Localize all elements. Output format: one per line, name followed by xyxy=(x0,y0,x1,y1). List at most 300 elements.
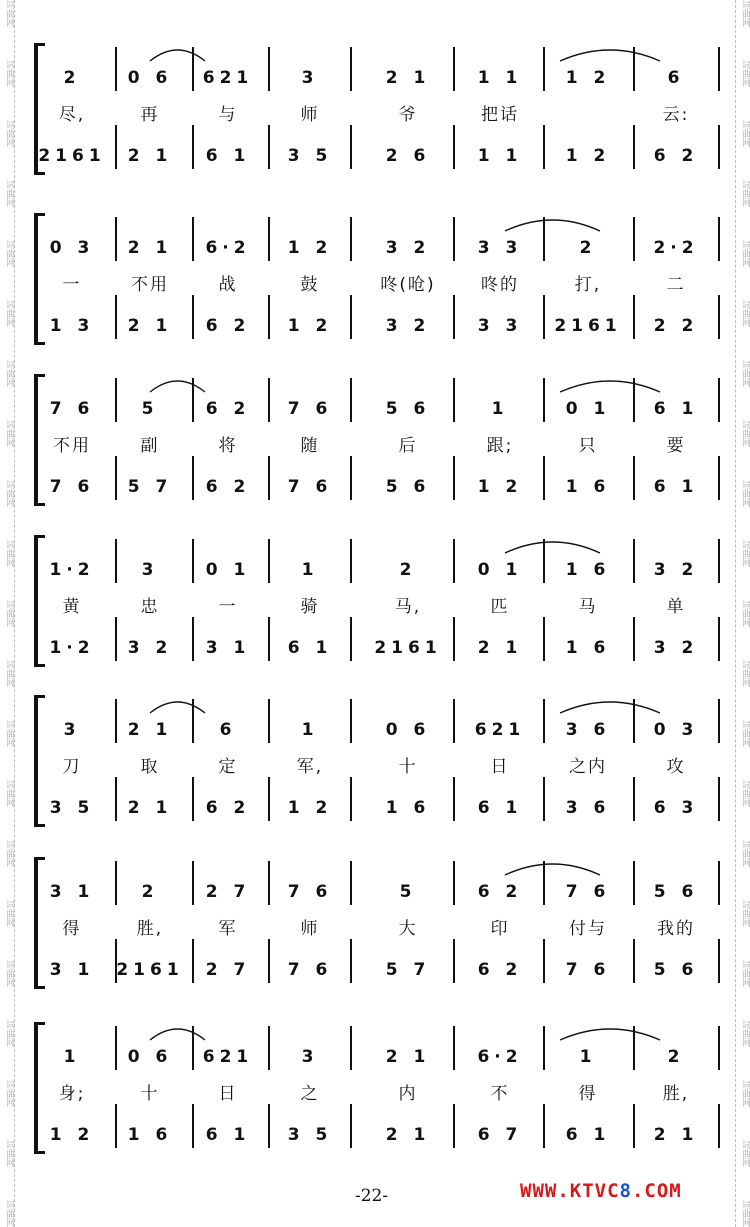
bar-line xyxy=(718,217,720,261)
accompaniment-note: 6 2 xyxy=(477,960,523,980)
bar-line xyxy=(718,295,720,339)
margin-watermark: 词曲网 xyxy=(740,360,750,387)
margin-watermark: 词曲网 xyxy=(4,360,14,387)
accompaniment-note: 3 3 xyxy=(477,316,523,336)
lyric-syllable: 副 xyxy=(140,436,160,456)
bar-line xyxy=(350,1026,352,1070)
bar-line xyxy=(633,861,635,905)
bar-line xyxy=(633,47,635,91)
bar-line xyxy=(543,777,545,821)
bar-line xyxy=(718,456,720,500)
accompaniment-note: 1 2 xyxy=(49,1125,95,1145)
bar-line xyxy=(268,777,270,821)
melody-note: 2 xyxy=(63,68,81,88)
lyric-syllable: 我的 xyxy=(657,919,695,939)
bar-line xyxy=(268,861,270,905)
bar-line xyxy=(453,47,455,91)
bar-line xyxy=(718,539,720,583)
accompaniment-note: 7 6 xyxy=(49,477,95,497)
system-bracket-top xyxy=(34,1022,45,1025)
slur-marks xyxy=(0,1022,750,1154)
melody-note: 3 6 xyxy=(565,720,611,740)
lyric-syllable: 骑 xyxy=(300,597,320,617)
bar-line xyxy=(718,617,720,661)
bar-line xyxy=(453,617,455,661)
bar-line xyxy=(718,777,720,821)
system-bracket xyxy=(34,535,38,667)
lyric-syllable: 马 xyxy=(578,597,598,617)
slur-arc xyxy=(150,1029,205,1040)
bar-line xyxy=(543,861,545,905)
melody-note: 2 xyxy=(399,560,417,580)
margin-watermark: 词曲网 xyxy=(4,1140,14,1167)
lyric-syllable: 得 xyxy=(578,1084,598,1104)
lyric-syllable: 得 xyxy=(62,919,82,939)
melody-note: 1 6 xyxy=(565,560,611,580)
melody-note: 1 xyxy=(491,399,509,419)
bar-line xyxy=(192,217,194,261)
accompaniment-note: 5 7 xyxy=(385,960,431,980)
bar-line xyxy=(633,939,635,983)
bar-line xyxy=(350,456,352,500)
system-bracket-top xyxy=(34,535,45,538)
bar-line xyxy=(350,1104,352,1148)
melody-note: 621 xyxy=(474,720,526,740)
accompaniment-note: 3 5 xyxy=(287,1125,333,1145)
accompaniment-note: 6 2 xyxy=(205,316,251,336)
lyric-syllable: 日 xyxy=(218,1084,238,1104)
bar-line xyxy=(543,1104,545,1148)
margin-watermark: 词曲网 xyxy=(4,180,14,207)
slur-arc xyxy=(560,1029,660,1040)
accompaniment-note: 3 1 xyxy=(49,960,95,980)
lyric-syllable: 再 xyxy=(140,105,160,125)
bar-line xyxy=(453,1026,455,1070)
melody-note: 1 2 xyxy=(565,68,611,88)
bar-line xyxy=(453,699,455,743)
lyric-syllable: 忠 xyxy=(140,597,160,617)
bar-line xyxy=(115,378,117,422)
lyric-syllable: 付与 xyxy=(569,919,607,939)
bar-line xyxy=(633,456,635,500)
bar-line xyxy=(268,378,270,422)
melody-note: 1 xyxy=(301,560,319,580)
melody-note: 7 6 xyxy=(49,399,95,419)
margin-watermark: 词曲网 xyxy=(4,840,14,867)
melody-note: 3 xyxy=(301,1047,319,1067)
bar-line xyxy=(453,939,455,983)
bar-line xyxy=(633,1026,635,1070)
melody-note: 6 2 xyxy=(205,399,251,419)
melody-note: 0 6 xyxy=(127,68,173,88)
accompaniment-note: 2 7 xyxy=(205,960,251,980)
bar-line xyxy=(115,47,117,91)
bar-line xyxy=(453,539,455,583)
bar-line xyxy=(350,47,352,91)
accompaniment-note: 1 6 xyxy=(127,1125,173,1145)
melody-note: 6 xyxy=(667,68,685,88)
slur-marks xyxy=(0,695,750,827)
accompaniment-note: 2161 xyxy=(374,638,442,658)
melody-note: 0 3 xyxy=(49,238,95,258)
accompaniment-note: 1 3 xyxy=(49,316,95,336)
accompaniment-note: 2 6 xyxy=(385,146,431,166)
bar-line xyxy=(543,1026,545,1070)
system-bracket-bottom xyxy=(34,172,45,175)
system-bracket-bottom xyxy=(34,503,45,506)
bar-line xyxy=(453,217,455,261)
margin-watermark: 词曲网 xyxy=(4,120,14,147)
score-system xyxy=(0,857,750,989)
melody-note: 5 xyxy=(399,882,417,902)
bar-line xyxy=(192,125,194,169)
accompaniment-note: 1 2 xyxy=(287,798,333,818)
lyric-syllable: 黄 xyxy=(62,597,82,617)
melody-note: 5 6 xyxy=(653,882,699,902)
accompaniment-note: 2 2 xyxy=(653,316,699,336)
margin-watermark: 词曲网 xyxy=(740,480,750,507)
bar-line xyxy=(268,1026,270,1070)
bar-line xyxy=(350,617,352,661)
bar-line xyxy=(718,1104,720,1148)
lyric-syllable: 十 xyxy=(140,1084,160,1104)
accompaniment-note: 2161 xyxy=(554,316,622,336)
margin-watermark: 词曲网 xyxy=(4,60,14,87)
bar-line xyxy=(718,939,720,983)
system-bracket xyxy=(34,1022,38,1154)
melody-note: 6 1 xyxy=(653,399,699,419)
margin-watermark: 词曲网 xyxy=(4,1080,14,1107)
margin-watermark: 词曲网 xyxy=(740,420,750,447)
bar-line xyxy=(268,939,270,983)
bar-line xyxy=(115,217,117,261)
melody-note: 1 2 xyxy=(287,238,333,258)
slur-arc xyxy=(150,702,205,713)
melody-note: 2 1 xyxy=(385,68,431,88)
melody-note: 3 2 xyxy=(385,238,431,258)
accompaniment-note: 1 1 xyxy=(477,146,523,166)
lyric-syllable: 马, xyxy=(394,597,422,617)
bar-line xyxy=(268,539,270,583)
accompaniment-note: 2 1 xyxy=(653,1125,699,1145)
lyric-syllable: 把话 xyxy=(481,105,519,125)
accompaniment-note: 2 1 xyxy=(127,316,173,336)
bar-line xyxy=(633,539,635,583)
melody-note: 3 xyxy=(301,68,319,88)
lyric-syllable: 二 xyxy=(666,275,686,295)
lyric-syllable: 一 xyxy=(218,597,238,617)
bar-line xyxy=(718,861,720,905)
lyric-syllable: 不用 xyxy=(131,275,169,295)
lyric-syllable: 胜, xyxy=(136,919,164,939)
bar-line xyxy=(192,699,194,743)
margin-watermark: 词曲网 xyxy=(740,840,750,867)
margin-watermark: 词曲网 xyxy=(4,720,14,747)
lyric-syllable: 军 xyxy=(218,919,238,939)
bar-line xyxy=(543,539,545,583)
accompaniment-note: 6 2 xyxy=(653,146,699,166)
margin-watermark: 词曲网 xyxy=(740,960,750,987)
bar-line xyxy=(115,539,117,583)
slur-arc xyxy=(505,542,600,553)
site-watermark-prefix: WWW.KTVC xyxy=(520,1180,620,1202)
slur-arc xyxy=(560,702,660,713)
melody-note: 0 1 xyxy=(477,560,523,580)
lyric-syllable: 打, xyxy=(574,275,602,295)
lyric-syllable: 尽, xyxy=(58,105,86,125)
margin-watermark: 词曲网 xyxy=(4,240,14,267)
system-bracket-bottom xyxy=(34,664,45,667)
margin-watermark: 词曲网 xyxy=(740,780,750,807)
accompaniment-note: 6 1 xyxy=(205,146,251,166)
system-bracket-top xyxy=(34,695,45,698)
accompaniment-note: 1 2 xyxy=(287,316,333,336)
system-bracket xyxy=(34,695,38,827)
bar-line xyxy=(192,1026,194,1070)
melody-note: 3 2 xyxy=(653,560,699,580)
melody-note: 7 6 xyxy=(287,399,333,419)
accompaniment-note: 6 3 xyxy=(653,798,699,818)
score-system xyxy=(0,535,750,667)
melody-note: 1 xyxy=(63,1047,81,1067)
margin-watermark: 词曲网 xyxy=(740,660,750,687)
margin-watermark: 词曲网 xyxy=(740,900,750,927)
accompaniment-note: 2 1 xyxy=(127,798,173,818)
system-bracket-bottom xyxy=(34,1151,45,1154)
margin-watermark: 词曲网 xyxy=(740,1020,750,1047)
accompaniment-note: 3 6 xyxy=(565,798,611,818)
bar-line xyxy=(633,777,635,821)
bar-line xyxy=(192,1104,194,1148)
score-system xyxy=(0,695,750,827)
system-bracket xyxy=(34,857,38,989)
margin-watermark: 词曲网 xyxy=(740,0,750,27)
melody-note: 3 3 xyxy=(477,238,523,258)
lyric-syllable: 随 xyxy=(300,436,320,456)
bar-line xyxy=(718,378,720,422)
bar-line xyxy=(192,539,194,583)
melody-note: 621 xyxy=(202,1047,254,1067)
lyric-syllable: 与 xyxy=(218,105,238,125)
bar-line xyxy=(350,295,352,339)
slur-arc xyxy=(505,864,600,875)
bar-line xyxy=(268,699,270,743)
margin-watermark: 词曲网 xyxy=(4,480,14,507)
lyric-syllable: 大 xyxy=(398,919,418,939)
accompaniment-note: 1 6 xyxy=(385,798,431,818)
accompaniment-note: 3 5 xyxy=(287,146,333,166)
bar-line xyxy=(350,861,352,905)
bar-line xyxy=(543,378,545,422)
melody-note: 3 xyxy=(141,560,159,580)
melody-note: 2 7 xyxy=(205,882,251,902)
margin-watermark: 词曲网 xyxy=(4,900,14,927)
accompaniment-note: 1 6 xyxy=(565,638,611,658)
melody-note: 621 xyxy=(202,68,254,88)
bar-line xyxy=(192,456,194,500)
melody-note: 6 xyxy=(219,720,237,740)
margin-watermark: 词曲网 xyxy=(4,660,14,687)
bar-line xyxy=(192,378,194,422)
bar-line xyxy=(350,217,352,261)
bar-line xyxy=(633,378,635,422)
bar-line xyxy=(543,295,545,339)
lyric-syllable: 攻 xyxy=(666,757,686,777)
lyric-syllable: 军, xyxy=(296,757,324,777)
bar-line xyxy=(268,617,270,661)
lyric-syllable: 之内 xyxy=(569,757,607,777)
bar-line xyxy=(543,217,545,261)
lyric-syllable: 师 xyxy=(300,919,320,939)
site-watermark xyxy=(520,1180,682,1202)
lyric-syllable: 日 xyxy=(490,757,510,777)
lyric-syllable: 不用 xyxy=(53,436,91,456)
bar-line xyxy=(115,699,117,743)
accompaniment-note: 7 6 xyxy=(287,477,333,497)
accompaniment-note: 2161 xyxy=(38,146,106,166)
accompaniment-note: 3 2 xyxy=(127,638,173,658)
margin-watermark: 词曲网 xyxy=(4,960,14,987)
lyric-syllable: 咚的 xyxy=(481,275,519,295)
melody-note: 2 xyxy=(141,882,159,902)
margin-watermark: 词曲网 xyxy=(4,600,14,627)
accompaniment-note: 1·2 xyxy=(49,638,95,658)
margin-watermark: 词曲网 xyxy=(4,780,14,807)
bar-line xyxy=(453,1104,455,1148)
lyric-syllable: 匹 xyxy=(490,597,510,617)
melody-note: 0 1 xyxy=(565,399,611,419)
melody-note: 2 xyxy=(579,238,597,258)
bar-line xyxy=(350,939,352,983)
accompaniment-note: 2 1 xyxy=(477,638,523,658)
accompaniment-note: 5 6 xyxy=(385,477,431,497)
melody-note: 6·2 xyxy=(477,1047,523,1067)
margin-watermark: 词曲网 xyxy=(740,1200,750,1227)
bar-line xyxy=(350,699,352,743)
bar-line xyxy=(115,125,117,169)
bar-line xyxy=(718,47,720,91)
melody-note: 1 xyxy=(579,1047,597,1067)
accompaniment-note: 7 6 xyxy=(287,960,333,980)
bar-line xyxy=(453,378,455,422)
lyric-syllable: 只 xyxy=(578,436,598,456)
slur-marks xyxy=(0,43,750,175)
bar-line xyxy=(115,861,117,905)
bar-line xyxy=(268,217,270,261)
system-bracket xyxy=(34,213,38,345)
lyric-syllable: 不 xyxy=(490,1084,510,1104)
accompaniment-note: 1 2 xyxy=(565,146,611,166)
margin-watermark: 词曲网 xyxy=(740,540,750,567)
lyric-syllable: 要 xyxy=(666,436,686,456)
lyric-syllable: 后 xyxy=(398,436,418,456)
lyric-syllable: 师 xyxy=(300,105,320,125)
bar-line xyxy=(268,295,270,339)
margin-watermark: 词曲网 xyxy=(740,240,750,267)
bar-line xyxy=(350,777,352,821)
accompaniment-note: 6 1 xyxy=(205,1125,251,1145)
lyric-syllable: 鼓 xyxy=(300,275,320,295)
system-bracket-bottom xyxy=(34,342,45,345)
lyric-syllable: 一 xyxy=(62,275,82,295)
bar-line xyxy=(633,125,635,169)
slur-marks xyxy=(0,374,750,506)
margin-watermark: 词曲网 xyxy=(740,720,750,747)
lyric-syllable: 单 xyxy=(666,597,686,617)
margin-watermark: 词曲网 xyxy=(740,120,750,147)
score-system xyxy=(0,374,750,506)
bar-line xyxy=(115,617,117,661)
bar-line xyxy=(633,217,635,261)
bar-line xyxy=(192,939,194,983)
bar-line xyxy=(633,699,635,743)
melody-note: 2 xyxy=(667,1047,685,1067)
slur-marks xyxy=(0,857,750,989)
bar-line xyxy=(718,1026,720,1070)
slur-arc xyxy=(505,220,600,231)
margin-watermark: 词曲网 xyxy=(740,1080,750,1107)
bar-line xyxy=(543,699,545,743)
accompaniment-note: 6 2 xyxy=(205,798,251,818)
margin-watermark: 词曲网 xyxy=(4,0,14,27)
system-bracket-top xyxy=(34,43,45,46)
margin-watermark: 词曲网 xyxy=(740,180,750,207)
melody-note: 7 6 xyxy=(565,882,611,902)
bar-line xyxy=(633,1104,635,1148)
melody-note: 0 6 xyxy=(385,720,431,740)
lyric-syllable: 将 xyxy=(218,436,238,456)
bar-line xyxy=(115,777,117,821)
accompaniment-note: 2 1 xyxy=(385,1125,431,1145)
melody-note: 0 1 xyxy=(205,560,251,580)
accompaniment-note: 6 1 xyxy=(287,638,333,658)
melody-note: 2 1 xyxy=(127,720,173,740)
accompaniment-note: 1 2 xyxy=(477,477,523,497)
bar-line xyxy=(453,125,455,169)
slur-marks xyxy=(0,213,750,345)
lyric-syllable: 咚(呛) xyxy=(380,275,436,295)
accompaniment-note: 6 1 xyxy=(565,1125,611,1145)
accompaniment-note: 6 2 xyxy=(205,477,251,497)
accompaniment-note: 2161 xyxy=(116,960,184,980)
lyric-syllable: 胜, xyxy=(662,1084,690,1104)
bar-line xyxy=(192,47,194,91)
bar-line xyxy=(268,47,270,91)
margin-watermark: 词曲网 xyxy=(740,300,750,327)
bar-line xyxy=(543,939,545,983)
bar-line xyxy=(453,777,455,821)
bar-line xyxy=(453,456,455,500)
lyric-syllable: 战 xyxy=(218,275,238,295)
lyric-syllable: 内 xyxy=(398,1084,418,1104)
bar-line xyxy=(633,617,635,661)
bar-line xyxy=(718,125,720,169)
melody-note: 6·2 xyxy=(205,238,251,258)
lyric-syllable: 身; xyxy=(58,1084,86,1104)
melody-note: 0 6 xyxy=(127,1047,173,1067)
accompaniment-note: 6 7 xyxy=(477,1125,523,1145)
system-bracket-bottom xyxy=(34,986,45,989)
bar-line xyxy=(453,861,455,905)
accompaniment-note: 5 7 xyxy=(127,477,173,497)
melody-note: 0 3 xyxy=(653,720,699,740)
lyric-syllable: 定 xyxy=(218,757,238,777)
lyric-syllable: 之 xyxy=(300,1084,320,1104)
accompaniment-note: 3 2 xyxy=(385,316,431,336)
bar-line xyxy=(115,1104,117,1148)
melody-note: 6 2 xyxy=(477,882,523,902)
margin-watermark: 词曲网 xyxy=(4,420,14,447)
